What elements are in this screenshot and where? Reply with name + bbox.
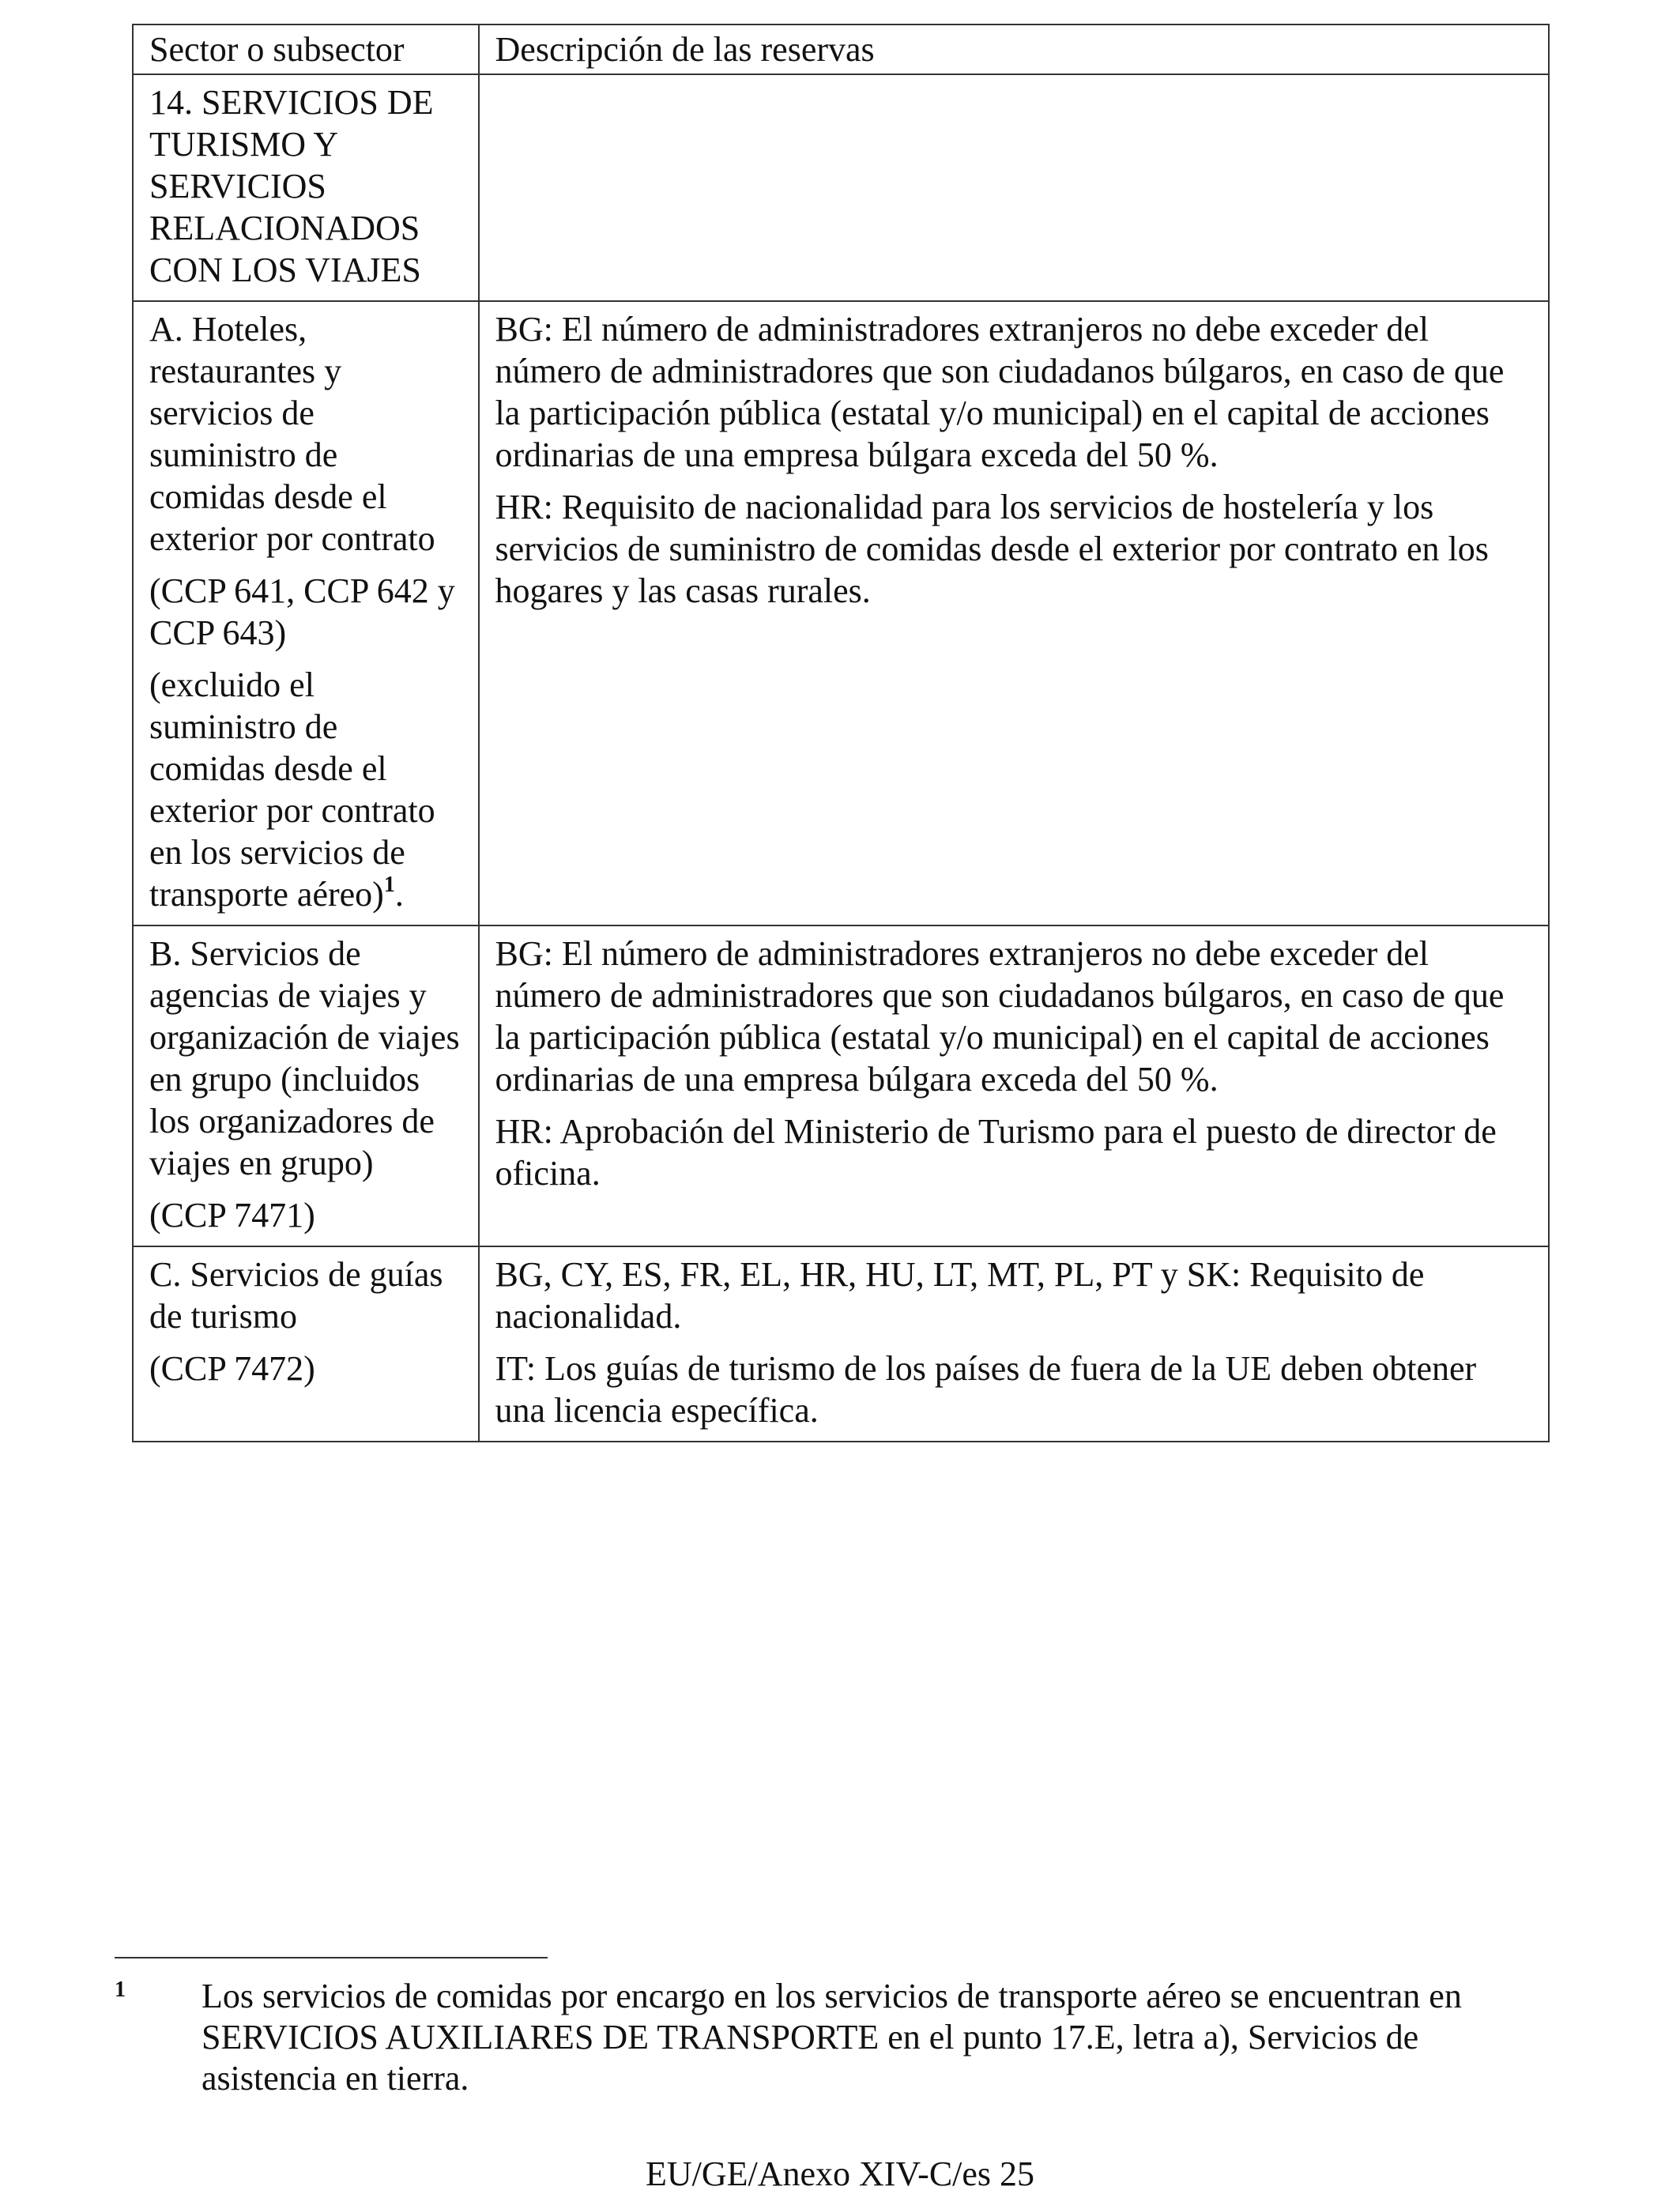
table-row	[133, 301, 1549, 925]
description-cell	[479, 1246, 1549, 1442]
reservations-table	[132, 24, 1550, 1442]
description-paragraph: HR: Aprobación del Ministerio de Turismo para el puesto de director de oficina.	[495, 1112, 1497, 1193]
sector-cell	[133, 1246, 479, 1442]
sector-paragraph: C. Servicios de guías de turismo	[149, 1255, 443, 1336]
description-paragraph: BG, CY, ES, FR, EL, HR, HU, LT, MT, PL, PT y SK: Requisito de nacionalidad.	[495, 1255, 1425, 1336]
table-row	[133, 1246, 1549, 1442]
header-sector: Sector o subsector	[133, 25, 479, 74]
description-paragraph: IT: Los guías de turismo de los países de fuera de la UE deben obtener una licencia específica.	[495, 1349, 1477, 1430]
page-footer: EU/GE/Anexo XIV-C/es 25	[645, 2154, 1035, 2193]
sector-paragraph: B. Servicios de agencias de viajes y organización de viajes en grupo (incluidos los organizadores de viajes en grupo)	[149, 934, 460, 1182]
sector-paragraph: (CCP 7472)	[149, 1349, 315, 1388]
table-header-row	[133, 25, 1549, 74]
description-paragraph: BG: El número de administradores extranjeros no debe exceder del número de administradores que son ciudadanos búlgaros, en caso de que la participación pública (estatal y/o municipal) en el capital de acciones ordinarias de una empresa búlgara exceda del 50 %.	[495, 310, 1505, 474]
description-paragraph: BG: El número de administradores extranjeros no debe exceder del número de administradores que son ciudadanos búlgaros, en caso de que la participación pública (estatal y/o municipal) en el capital de acciones ordinarias de una empresa búlgara exceda del 50 %.	[495, 934, 1505, 1099]
sector-paragraph: A. Hoteles, restaurantes y servicios de suministro de comidas desde el exterior por contrato	[149, 310, 435, 558]
sector-tail: .	[394, 875, 404, 914]
section-empty-cell	[479, 74, 1549, 301]
footnote-reference[interactable]: 1	[383, 873, 395, 898]
sector-paragraph: (CCP 641, CCP 642 y CCP 643)	[149, 571, 455, 652]
table-row	[133, 925, 1549, 1246]
section-title: 14. SERVICIOS DE TURISMO Y SERVICIOS RELACIONADOS CON LOS VIAJES	[133, 74, 479, 301]
footnote-text: Los servicios de comidas por encargo en los servicios de transporte aéreo se encuentran en SERVICIOS AUXILIARES DE TRANSPORTE en el punto 17.E, letra a), Servicios de asistencia en tierra.	[202, 1977, 1462, 2098]
description-cell	[479, 301, 1549, 925]
footnote-marker: 1	[115, 1977, 126, 2002]
sector-cell	[133, 925, 479, 1246]
description-cell	[479, 925, 1549, 1246]
sector-text: (excluido el suministro de comidas desde el exterior por contrato en los servicios de transporte aéreo)	[149, 665, 435, 914]
section-row	[133, 74, 1549, 301]
description-paragraph: HR: Requisito de nacionalidad para los servicios de hostelería y los servicios de suministro de comidas desde el exterior por contrato en los hogares y las casas rurales.	[495, 488, 1489, 610]
footnote-divider	[115, 1957, 548, 1958]
sector-cell	[133, 301, 479, 925]
header-description: Descripción de las reservas	[479, 25, 1549, 74]
sector-paragraph	[149, 664, 462, 915]
sector-paragraph: (CCP 7471)	[149, 1196, 315, 1235]
